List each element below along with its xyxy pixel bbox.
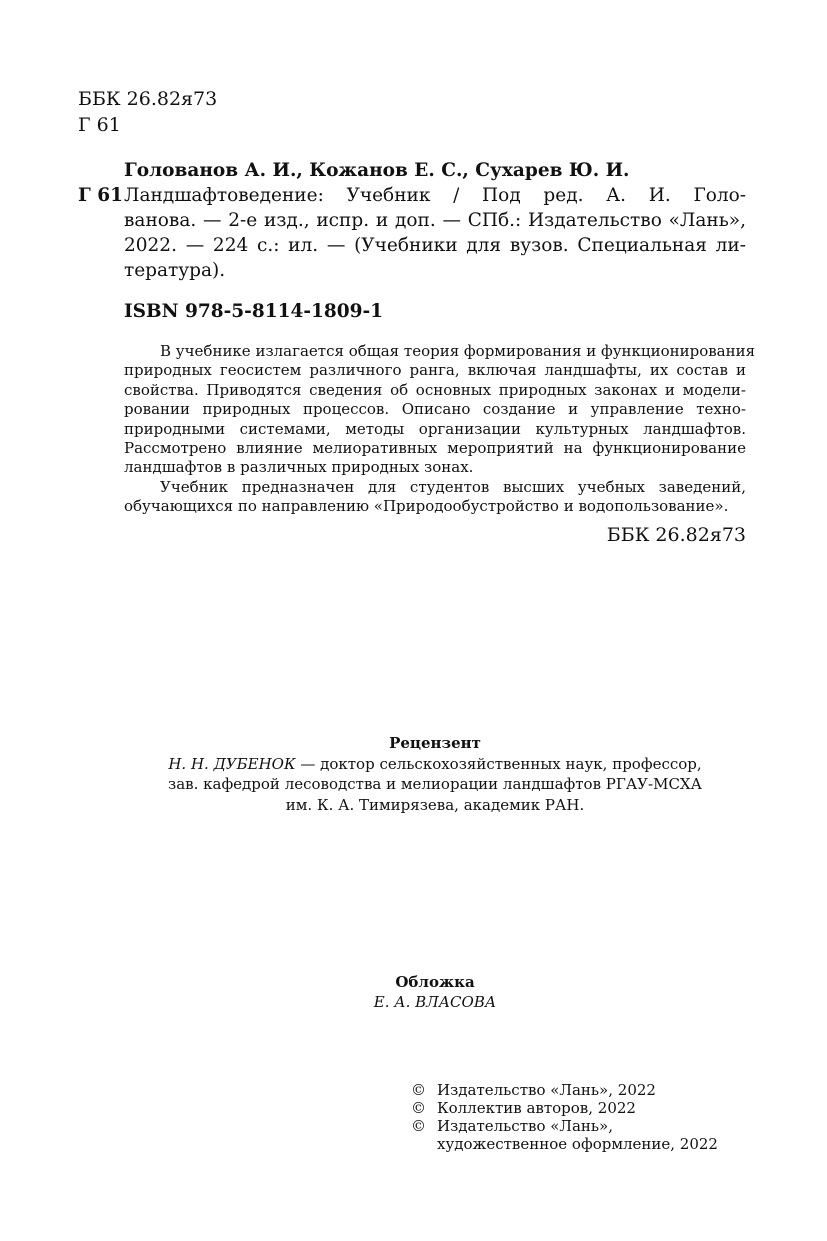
copyright-symbol: ©	[411, 1081, 426, 1099]
isbn: ISBN 978-5-8114-1809-1	[124, 301, 384, 322]
cover-heading: Обложка	[395, 973, 475, 991]
authors-line: Голованов А. И., Кожанов Е. С., Сухарев Ю. И.	[124, 160, 630, 181]
annotation	[124, 342, 756, 517]
copyright-symbol: ©	[411, 1117, 426, 1135]
bbk-code: ББК 26.82я73	[78, 88, 218, 110]
author-mark: Г 61	[78, 114, 121, 136]
annotation-line: свойства. Приводятся сведения об основных природных законах и модели-	[124, 380, 746, 399]
reviewer-line-1	[0, 754, 827, 775]
copyright-line	[411, 1081, 718, 1099]
biblio-line: Ландшафтоведение: Учебник / Под ред. А. И. Голо-	[124, 185, 746, 206]
annotation-line: обучающихся по направлению «Природообустройство и водопользование».	[124, 497, 729, 516]
copyright-block	[411, 1081, 718, 1153]
annotation-line: Рассмотрено влияние мелиоративных мероприятий на функционирование	[124, 439, 746, 458]
reviewer-line-2: зав. кафедрой лесоводства и мелиорации ландшафтов РГАУ-МСХА	[168, 775, 702, 793]
copyright-text: Коллектив авторов, 2022	[437, 1099, 636, 1117]
copyright-continuation: художественное оформление, 2022	[437, 1135, 718, 1153]
annotation-line: Учебник предназначен для студентов высших учебных заведений,	[160, 477, 746, 496]
bibliography-author-mark: Г 61	[78, 185, 123, 206]
annotation-line: ландшафтов в различных природных зонах.	[124, 458, 474, 477]
annotation-line: природными системами, методы организации культурных ландшафтов.	[124, 419, 746, 438]
header-classification	[78, 86, 217, 138]
annotation-line: ровании природных процессов. Описано создание и управление техно-	[124, 400, 746, 419]
cover-artist: Е. А. ВЛАСОВА	[373, 993, 497, 1011]
reviewer-line-3: им. К. А. Тимирязева, академик РАН.	[285, 795, 585, 814]
annotation-bbk-code: ББК 26.82я73	[606, 524, 746, 546]
annotation-line: В учебнике излагается общая теория формирования и функционирования	[160, 342, 756, 360]
biblio-line: ванова. — 2-е изд., испр. и доп. — СПб.: Издательство «Лань»,	[124, 210, 746, 231]
biblio-line: 2022. — 224 с.: ил. — (Учебники для вузов. Специальная ли-	[124, 235, 746, 256]
copyright-line	[411, 1117, 718, 1135]
reviewer-credentials: — доктор сельскохозяйственных наук, профессор,	[295, 754, 702, 773]
reviewer-heading: Рецензент	[389, 734, 481, 752]
copyright-text: Издательство «Лань», 2022	[437, 1081, 656, 1099]
copyright-text: Издательство «Лань»,	[437, 1117, 614, 1135]
annotation-line: природных геосистем различного ранга, включая ландшафты, их состав и	[124, 361, 746, 380]
copyright-symbol: ©	[411, 1099, 426, 1117]
biblio-line: тература).	[124, 260, 226, 281]
reviewer-name: Н. Н. ДУБЕНОК	[168, 754, 296, 773]
cover-credit	[0, 972, 827, 1012]
copyright-line	[411, 1099, 718, 1117]
reviewer-block	[0, 733, 827, 815]
bibliographic-description	[124, 183, 746, 283]
